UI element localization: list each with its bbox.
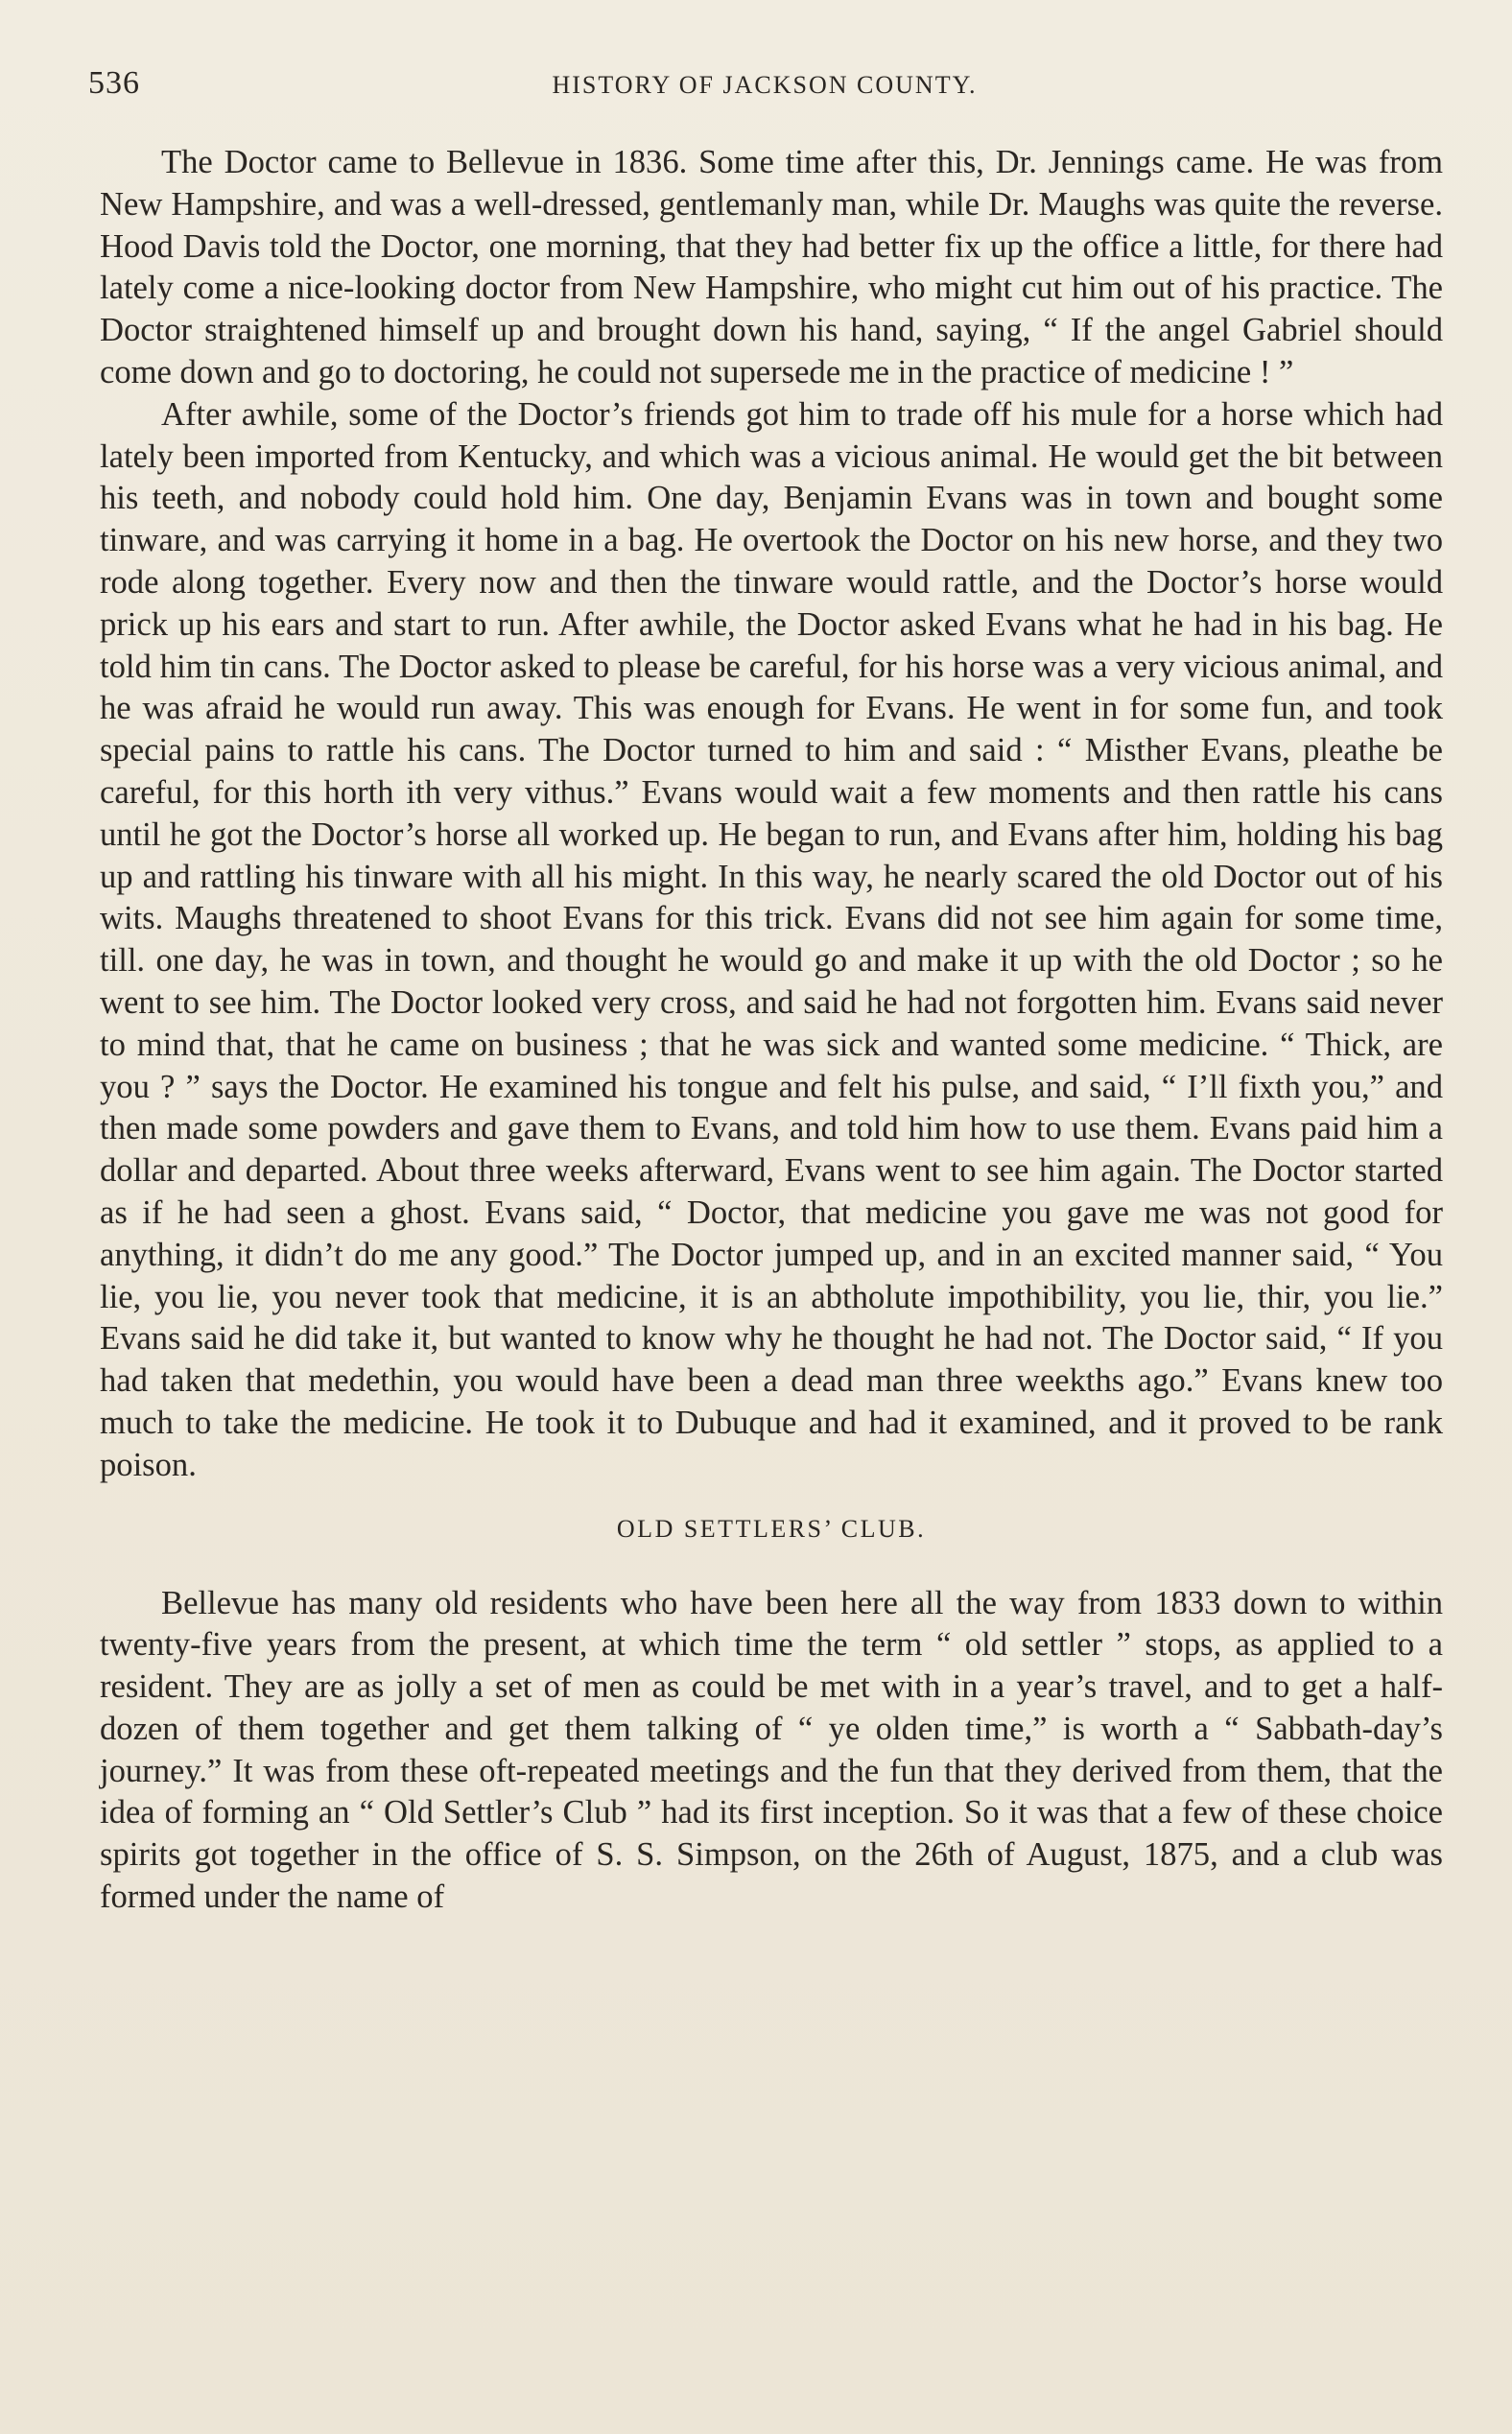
running-title: HISTORY OF JACKSON COUNTY. xyxy=(552,71,978,99)
page-number: 536 xyxy=(88,65,140,101)
body-text xyxy=(100,142,1443,1919)
paragraph-old-settlers: Bellevue has many old residents who have been here all the way from 1833 down to within twenty-five years from the present, at which time the term “ old settler ” stops, as applied to a resident. They are as jolly a set of men as could be met with in a year’s travel, and to get a half-dozen of them together and get them talking of “ ye olden time,” is worth a “ Sabbath-day’s journey.” It was from these oft-repeated meetings and the fun that they derived from them, that the idea of forming an “ Old Settler’s Club ” had its first inception. So it was that a few of these choice spirits got together in the office of S. S. Simpson, on the 26th of August, 1875, and a club was formed under the name of xyxy=(100,1584,1443,1916)
section-heading: OLD SETTLERS’ CLUB. xyxy=(616,1514,927,1543)
page-header xyxy=(88,65,1441,113)
paragraph-horse-story: After awhile, some of the Doctor’s friends got him to trade off his mule for a horse which had lately been imported from Kentucky, and which was a vicious animal. He would get the bit between his teeth, and nobody could hold him. One day, Benjamin Evans was in town and bought some tinware, and was carrying it home in a bag. He overtook the Doctor on his new horse, and they two rode along together. Every now and then the tinware would rattle, and the Doctor’s horse would prick up his ears and start to run. After awhile, the Doctor asked Evans what he had in his bag. He told him tin cans. The Doctor asked to please be careful, for his horse was a very vicious animal, and he was afraid he would run away. This was enough for Evans. He went in for some fun, and took special pains to rattle his cans. The Doctor turned to him and said : “ Misther Evans, pleathe be careful, for this horth ith very vithus.” Evans would wait a few moments and then rattle his cans until he got the Doctor’s horse all worked up. He began to run, and Evans after him, holding his bag up and rattling his tinware with all his might. In this way, he nearly scared the old Doctor out of his wits. Maughs threatened to shoot Evans for this trick. Evans did not see him again for some time, till. one day, he was in town, and thought he would go and make it up with the old Doctor ; so he went to see him. The Doctor looked very cross, and said he had not forgotten him. Evans said never to mind that, that he came on business ; that he was sick and wanted some medicine. “ Thick, are you ? ” says the Doctor. He examined his tongue and felt his pulse, and said, “ I’ll fixth you,” and then made some powders and gave them to Evans, and told him how to use them. Evans paid him a dollar and departed. About three weeks afterward, Evans went to see him again. The Doctor started as if he had seen a ghost. Evans said, “ Doctor, that medicine you gave me was not good for anything, it didn’t do me any good.” The Doctor jumped up, and in an excited manner said, “ You lie, you lie, you never took that medicine, it is an abtholute impothibility, you lie, thir, you lie.” Evans said he did take it, but wanted to know why he thought he had not. The Doctor said, “ If you had taken that medethin, you would have been a dead man three weekths ago.” Evans knew too much to take the medicine. He took it to Dubuque and had it examined, and it proved to be rank poison. xyxy=(100,395,1443,1483)
paragraph-doctor-arrival: The Doctor came to Bellevue in 1836. Some time after this, Dr. Jennings came. He was from New Hampshire, and was a well-dressed, gentlemanly man, while Dr. Maughs was quite the reverse. Hood Davis told the Doctor, one morning, that they had better fix up the office a little, for there had lately come a nice-looking doctor from New Hampshire, who might cut him out of his practice. The Doctor straightened himself up and brought down his hand, saying, “ If the angel Gabriel should come down and go to doctoring, he could not supersede me in the practice of medicine ! ” xyxy=(100,144,1443,390)
